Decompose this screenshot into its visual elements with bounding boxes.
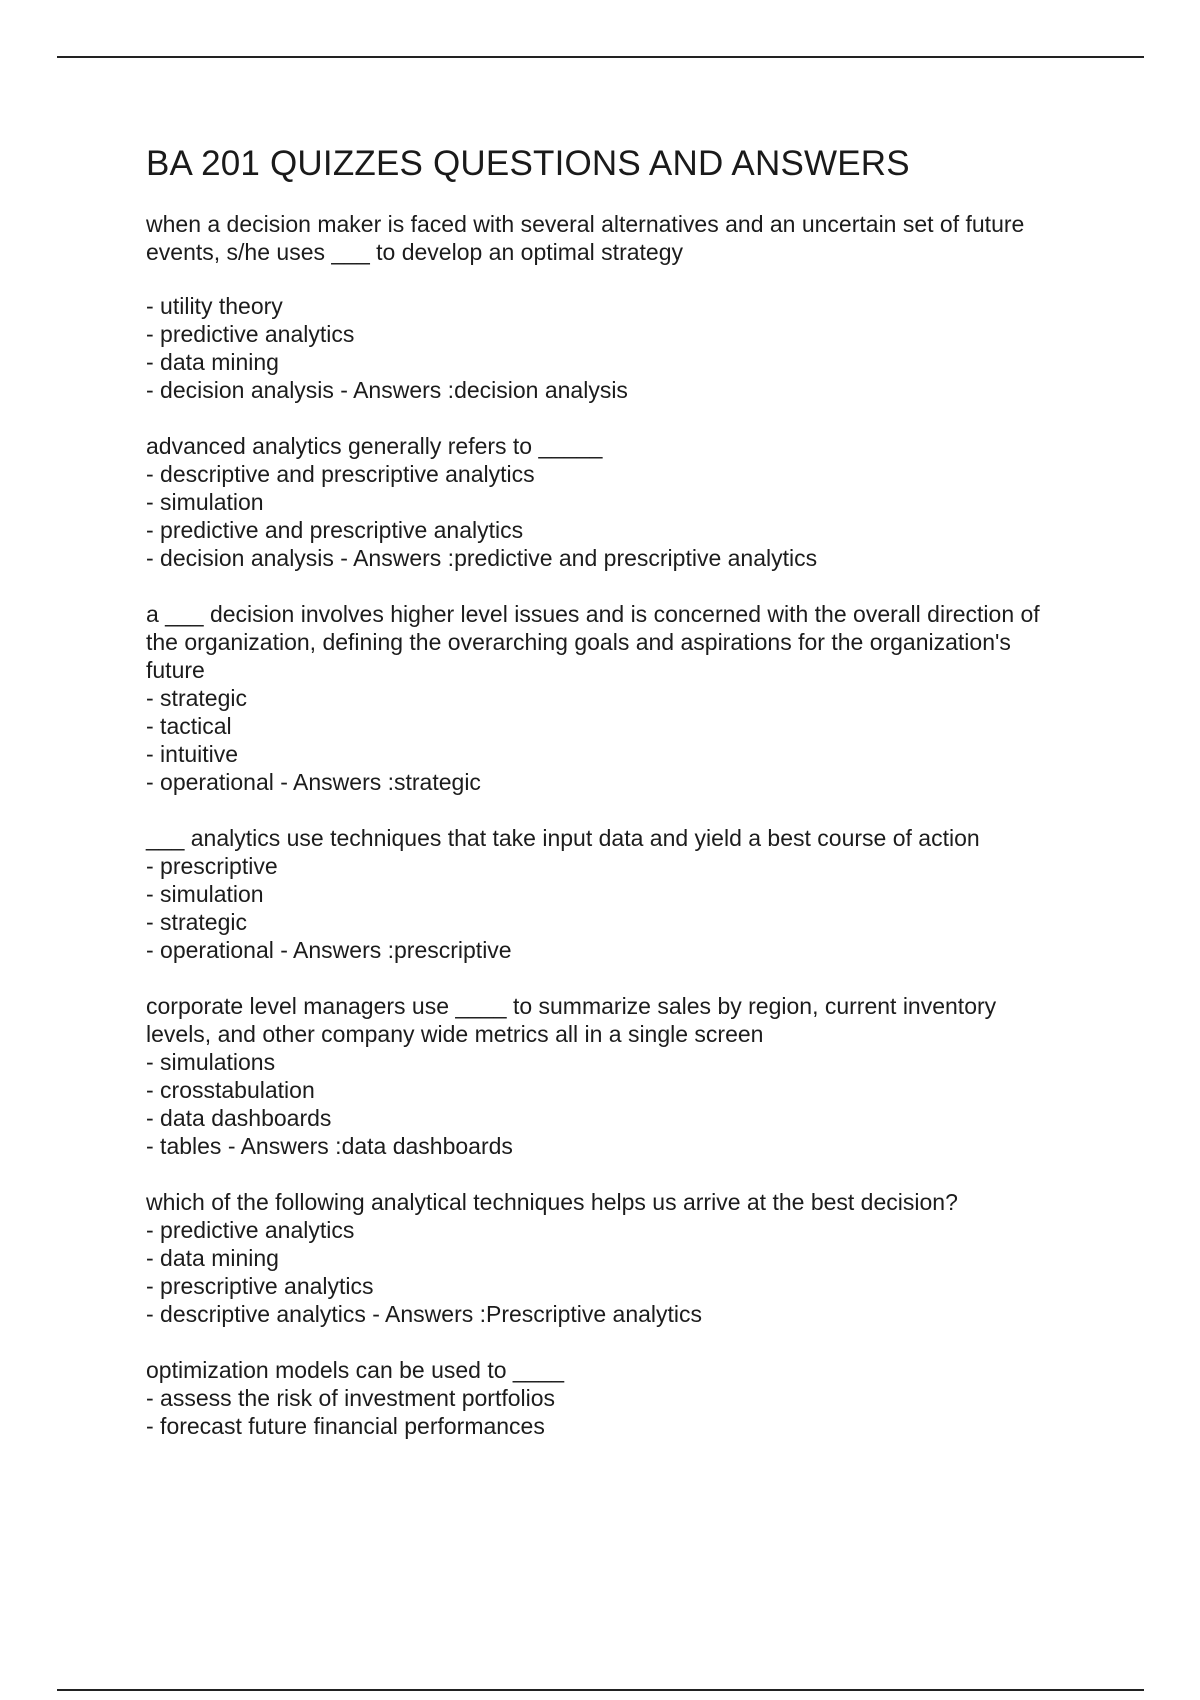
question-block [146,824,1106,964]
question-text-line: when a decision maker is faced with several alternatives and an uncertain set of future [146,211,1025,237]
answer-option: - strategic [146,909,247,935]
answer-option: - simulation [146,881,264,907]
question-text-line: events, s/he uses ___ to develop an optimal strategy [146,239,683,265]
question-block [146,600,1106,796]
spacer [146,266,1106,292]
answer-option: - assess the risk of investment portfolios [146,1385,556,1411]
answer-option: - decision analysis - Answers :decision analysis [146,377,628,403]
question-text-line: ___ analytics use techniques that take input data and yield a best course of action [146,825,980,851]
answer-option: - decision analysis - Answers :predictive and prescriptive analytics [146,545,818,571]
question-block [146,992,1106,1160]
bottom-divider [57,1689,1144,1691]
answer-option: - tables - Answers :data dashboards [146,1133,513,1159]
answer-option: - predictive and prescriptive analytics [146,517,524,543]
answer-option: - utility theory [146,293,283,319]
answer-option: - crosstabulation [146,1077,315,1103]
answer-option: - operational - Answers :prescriptive [146,937,512,963]
answer-option: - simulations [146,1049,276,1075]
question-text-line: corporate level managers use ____ to summarize sales by region, current inventory [146,993,997,1019]
answer-option: - tactical [146,713,232,739]
question-text-line: advanced analytics generally refers to _____ [146,433,603,459]
question-block [146,210,1106,404]
answer-option: - predictive analytics [146,321,355,347]
answer-option: - descriptive and prescriptive analytics [146,461,535,487]
answer-option: - data mining [146,349,279,375]
question-text-line: levels, and other company wide metrics all in a single screen [146,1021,764,1047]
answer-option: - prescriptive analytics [146,1273,374,1299]
answer-option: - data mining [146,1245,279,1271]
answer-option: - forecast future financial performances [146,1413,545,1439]
question-text-line: a ___ decision involves higher level issues and is concerned with the overall direction of [146,601,1040,627]
answer-option: - predictive analytics [146,1217,355,1243]
question-block [146,1188,1106,1328]
question-block [146,1356,1106,1440]
answer-option: - prescriptive [146,853,278,879]
answer-option: - intuitive [146,741,239,767]
question-text-line: future [146,657,205,683]
question-text-line: the organization, defining the overarching goals and aspirations for the organization's [146,629,1011,655]
answer-option: - descriptive analytics - Answers :Prescriptive analytics [146,1301,703,1327]
answer-option: - simulation [146,489,264,515]
question-block [146,432,1106,572]
answer-option: - operational - Answers :strategic [146,769,481,795]
document-page [146,140,1106,1468]
answer-option: - data dashboards [146,1105,332,1131]
answer-option: - strategic [146,685,247,711]
question-text-line: which of the following analytical techniques helps us arrive at the best decision? [146,1189,958,1215]
question-text-line: optimization models can be used to ____ [146,1357,565,1383]
top-divider [57,56,1144,58]
document-title: BA 201 QUIZZES QUESTIONS AND ANSWERS [146,144,910,183]
